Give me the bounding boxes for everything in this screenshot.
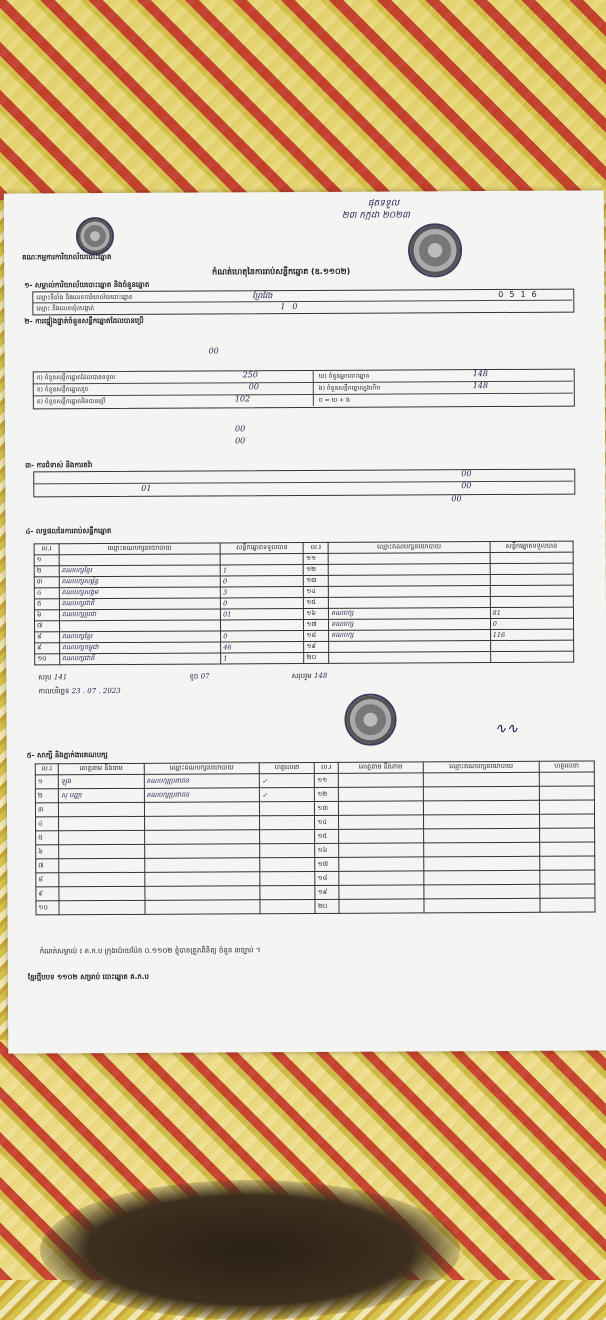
witness-name [59, 816, 145, 830]
divider [313, 370, 314, 406]
witness-name [59, 802, 145, 816]
party-name: គណបក្សសម្ព័ន្ធ [59, 576, 221, 588]
witness-signature [540, 898, 595, 912]
witness-party [144, 844, 260, 859]
witness-party [424, 842, 540, 857]
witness-party [424, 828, 540, 843]
witness-signature [260, 857, 315, 871]
witness-name: សុ បញ្ញា [58, 788, 144, 802]
witness-signature [540, 884, 595, 898]
row-d-value: 148 [472, 369, 489, 379]
party-name: គណបក្សជាតិ [59, 598, 221, 610]
col-party: ឈ្មោះគណបក្សនយោបាយ [59, 543, 221, 555]
witness-party [144, 816, 260, 831]
row-no: ៨ [35, 632, 60, 643]
row-no: ៥ [34, 599, 59, 610]
row-no: ៣ [34, 577, 59, 588]
witness-name [338, 773, 424, 787]
vote-count: 0 [221, 598, 304, 609]
witness-party [424, 870, 540, 885]
office-codes [498, 290, 542, 299]
form-title: កំណត់ហេតុនៃការរាប់សន្លឹកឆ្នោត (ឧ.១១០២) [212, 266, 351, 277]
row-no: ៧ [36, 859, 59, 873]
witness-name [59, 900, 145, 914]
col-sign: ហត្ថលេខា [259, 762, 314, 773]
received-stamp-text: ផុតទទួល [367, 198, 400, 209]
row-no: ១១ [315, 773, 338, 787]
emblem-icon [76, 217, 114, 255]
witness-party [423, 772, 539, 787]
date-value: 23 . 07 . 2023 [71, 686, 121, 696]
vote-count: 116 [490, 629, 573, 640]
objection-value-4: 00 [451, 494, 462, 504]
document-paper [4, 190, 606, 1053]
row-no: ៣ [35, 803, 58, 817]
row-no: ១ [35, 775, 58, 789]
witness-party [145, 900, 261, 915]
vote-count: 1 [220, 565, 303, 576]
row-no: ២ [34, 566, 59, 577]
party-name: គណបក្ស [329, 630, 491, 642]
witness-name [59, 858, 145, 872]
witness-name [338, 885, 424, 899]
total-invalid-label: ខូច [189, 672, 201, 681]
vote-count [221, 620, 304, 631]
row-no: ១០ [36, 901, 59, 915]
table-row [35, 651, 574, 665]
code-digit: 6 [531, 289, 543, 299]
col-no: ល.រ [304, 542, 329, 553]
witness-party [144, 872, 260, 887]
hand-shadow [40, 1180, 460, 1320]
floor-mat-top [0, 0, 606, 200]
unused-total: 00 [208, 346, 219, 356]
witness-name: ឡុង [58, 774, 144, 788]
col-party: ឈ្មោះគណបក្សនយោបាយ [423, 761, 539, 773]
vote-count [490, 596, 573, 607]
date-label: កាលបរិច្ឆេទ [38, 687, 72, 696]
witness-name [338, 843, 424, 857]
witness-signature: ✓ [259, 773, 314, 787]
witness-party [144, 858, 260, 873]
row-no: ៥ [36, 831, 59, 845]
section4-heading: ៤- លទ្ធផលនៃការរាប់សន្លឹកឆ្នោត [25, 527, 112, 536]
party-name: គណបក្ស [329, 619, 491, 631]
party-name: គណបក្សសង្គម [59, 587, 221, 599]
row-no: ៦ [34, 610, 59, 621]
vote-count [490, 651, 573, 662]
row-no: ៨ [36, 873, 59, 887]
witness-signature [539, 870, 594, 884]
witness-signature [539, 786, 594, 800]
row-d-label: ឃ) ចំនួនអ្នកបោះឆ្នោត [318, 372, 370, 380]
witness-signature [260, 871, 315, 885]
row-no: ១៣ [315, 801, 338, 815]
received-date-text: ២៣ កក្កដា ២០២៣ [341, 210, 410, 221]
total-all: 148 [313, 671, 328, 680]
party-name [329, 597, 491, 609]
witness-party: គណបក្សប្រជាជន [144, 788, 260, 803]
party-name [328, 553, 490, 565]
section5-heading: ៥- សាក្សី និងភ្នាក់ងារគណបក្ស [26, 751, 108, 760]
results-table [34, 541, 575, 666]
objection-value-1: 00 [461, 469, 472, 479]
row-no: ២០ [304, 652, 329, 663]
witness-signature [260, 885, 315, 899]
row-f-label: ច = ឃ + ង [318, 396, 350, 404]
witness-signature [260, 899, 315, 913]
row-no: ៤ [34, 588, 59, 599]
party-name [328, 575, 490, 587]
witness-signature [260, 815, 315, 829]
witness-signature [539, 842, 594, 856]
total-all-label: សរុបរួម [291, 671, 314, 681]
section3-heading: ៣- ការជំទាស់ និងការតវ៉ា [25, 461, 93, 470]
party-name: គណបក្ស [329, 608, 491, 620]
witness-name [339, 899, 425, 913]
witness-body [35, 772, 595, 915]
results-body [34, 552, 574, 665]
vote-count [490, 585, 573, 596]
row-b-value: 00 [248, 382, 259, 392]
row-c-label: គ) ចំនួនសន្លឹកឆ្នោតមិនបានប្រើ [36, 398, 106, 406]
witness-signature [539, 800, 594, 814]
commune-value: 1 [280, 302, 286, 312]
witness-signature [539, 814, 594, 828]
vote-count: 46 [221, 642, 304, 653]
row-no: ១៩ [304, 641, 329, 652]
witness-name [338, 815, 424, 829]
row-e-label: ង) ចំនួនសន្លឹកឆ្នោតក្នុងហិប [318, 384, 381, 392]
official-seal-icon [408, 223, 462, 277]
vote-count: 3 [221, 587, 304, 598]
total-invalid: 07 [200, 672, 210, 681]
form-sheet [12, 200, 596, 1003]
vote-count [490, 552, 573, 563]
row-no: ១២ [315, 787, 338, 801]
witness-name [59, 886, 145, 900]
party-name [59, 554, 221, 566]
row-no: ១៨ [315, 871, 338, 885]
vote-count: 81 [490, 607, 573, 618]
witness-party [144, 886, 260, 901]
party-name: គណបក្សខ្មែរ [59, 631, 221, 643]
vote-count: 0 [490, 618, 573, 629]
row-no: ១៦ [304, 608, 329, 619]
office-label: ឈ្មោះទីតាំង និងលេខការិយាល័យបោះឆ្នោត [36, 293, 133, 302]
line-value-2: 00 [235, 436, 246, 446]
witness-signature [539, 856, 594, 870]
witness-signature [260, 801, 315, 815]
col-votes: សន្លឹកឆ្នោតទទួលបាន [490, 541, 573, 552]
party-name: គណបក្សកម្ពុជា [59, 642, 221, 654]
row-no: ១៩ [315, 885, 338, 899]
row-no: ១៥ [304, 597, 329, 608]
col-votes: សន្លឹកឆ្នោតទទួលបាន [220, 543, 303, 554]
party-name: គណបក្សជាតិ [59, 653, 221, 665]
row-no: ១០ [35, 654, 60, 665]
row-no: ១៤ [315, 815, 338, 829]
total-valid: 141 [53, 673, 68, 682]
witness-name [59, 830, 145, 844]
section1-heading: ១- សម្គាល់ការិយាល័យបោះឆ្នោត និងចំនួនឆ្នោត [24, 280, 150, 290]
witness-signature [260, 843, 315, 857]
row-no: ៧ [34, 621, 59, 632]
witness-signature: ✓ [260, 787, 315, 801]
party-name [329, 586, 491, 598]
row-no: ១៣ [304, 575, 329, 586]
witness-party [144, 802, 260, 817]
col-party: ឈ្មោះគណបក្សនយោបាយ [144, 763, 260, 775]
row-no: ៩ [36, 887, 59, 901]
col-sign: ហត្ថលេខា [539, 761, 594, 772]
row-no: ៩ [35, 643, 60, 654]
code-digit: 5 [509, 289, 521, 299]
totals-row [38, 672, 327, 684]
col-name: គោត្តនាម និងនាម [58, 763, 144, 774]
row-c-value: 102 [234, 394, 251, 404]
vote-count: 01 [221, 609, 304, 620]
vote-count: 0 [221, 631, 304, 642]
vote-count [490, 574, 573, 585]
date-row [38, 687, 120, 697]
witness-party [144, 830, 260, 845]
witness-name [338, 801, 424, 815]
row-no: ១៧ [304, 619, 329, 630]
row-no: ១២ [304, 564, 329, 575]
col-name: គោត្តនាម និងនាម [338, 762, 424, 773]
witness-party [424, 884, 540, 899]
line-value-1: 00 [234, 424, 246, 434]
party-name [59, 620, 221, 632]
vote-count [490, 563, 573, 574]
vote-count: 1 [221, 653, 304, 664]
row-b-label: ខ) ចំនួនសន្លឹកឆ្នោតខូច [36, 386, 89, 394]
row-no: ១៦ [315, 843, 338, 857]
village-value: 0 [292, 302, 298, 312]
row-a-value: 250 [242, 370, 259, 380]
witness-name [338, 857, 424, 871]
row-no: ៤ [36, 817, 59, 831]
commune-label: ឈ្មោះ និងលេខឃុំ/សង្កាត់ [36, 305, 95, 313]
col-no: ល.រ [35, 764, 58, 775]
section2-heading: ២- ការផ្ទៀងផ្ទាត់ចំនួនសន្លឹកឆ្នោតដែលបានប្រើ [24, 316, 144, 326]
witness-name [59, 872, 145, 886]
code-digit: 0 [498, 289, 510, 299]
witness-party [424, 814, 540, 829]
party-name: គណបក្សប្រជា [59, 609, 221, 621]
witness-signature [539, 772, 594, 786]
row-no: ១៥ [315, 829, 338, 843]
col-party: ឈ្មោះគណបក្សនយោបាយ [328, 542, 490, 554]
row-no: ១១ [304, 553, 329, 564]
footer-code: ខ្មែរថ្មីបបទ ១១០២ សម្រាប់ បោះឆ្នោត គ.ក.ប [27, 972, 149, 982]
committee-seal-icon [344, 694, 396, 746]
witness-table [35, 760, 596, 915]
row-no: ១៤ [304, 586, 329, 597]
witness-party [424, 898, 540, 913]
row-no: ១៧ [315, 857, 338, 871]
total-valid-label: សរុប [38, 673, 54, 682]
col-no: ល.រ [34, 544, 59, 555]
objection-value-3: 01 [141, 483, 152, 493]
row-e-value: 148 [472, 381, 489, 391]
authority-name: គណៈកម្មការការិយាល័យបោះឆ្នោត [22, 253, 112, 262]
objection-value-2: 00 [461, 481, 472, 491]
witness-name [338, 787, 424, 801]
witness-signature [260, 829, 315, 843]
row-a-label: ក) ចំនួនសន្លឹកឆ្នោតដែលបានទទួល [36, 373, 116, 382]
row-no: ៦ [36, 845, 59, 859]
office-value: ព្រៃវែង [252, 291, 273, 301]
witness-name [338, 829, 424, 843]
witness-name [59, 844, 145, 858]
party-name [328, 564, 490, 576]
party-name [329, 641, 491, 653]
signature: ∿∿ [494, 720, 519, 738]
witness-name [338, 871, 424, 885]
col-no: ល.រ [315, 762, 338, 773]
footer-note: កំណត់សម្គាល់ ៖ គ.ក.ប ក្រុងប៉ោយប៉ែត ០.១១០២ ខ្ញុំបានត្រួតពិនិត្យ ចំនួន ៣ច្បាប់ ។ [39, 946, 261, 956]
row-no: ២ [35, 789, 58, 803]
witness-signature [539, 828, 594, 842]
vote-count [220, 554, 303, 565]
table-row [36, 898, 595, 915]
witness-party [423, 786, 539, 801]
row-no: ២០ [315, 899, 338, 913]
party-name: គណបក្សខ្មែរ [59, 565, 221, 577]
vote-count [490, 640, 573, 651]
witness-party: គណបក្សប្រជាជន [144, 774, 260, 789]
party-name [329, 652, 491, 664]
row-no: ១ [34, 555, 59, 566]
row-no: ១៨ [304, 630, 329, 641]
witness-party [423, 800, 539, 815]
code-digit: 1 [520, 289, 532, 299]
vote-count: 0 [220, 576, 303, 587]
witness-party [424, 856, 540, 871]
